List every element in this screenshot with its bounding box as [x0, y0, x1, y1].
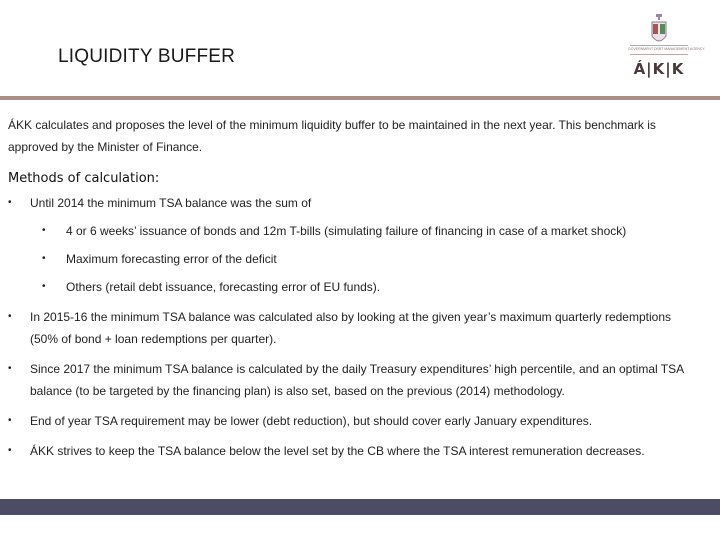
intro-paragraph: ÁKK calculates and proposes the level of the minimum liquidity buffer to be maintained in the next year. This benchmark is approved by the Minister of Finance.	[8, 118, 656, 154]
footer-band	[0, 499, 720, 515]
bullet-item: • End of year TSA requirement may be lower (debt reduction), but should cover early January expenditures.	[8, 410, 698, 432]
slide-body	[8, 114, 698, 470]
methods-heading: Methods of calculation:	[8, 171, 160, 186]
logo-divider	[630, 45, 688, 46]
sub-bullet-list	[30, 220, 698, 298]
bullet-text: Until 2014 the minimum TSA balance was the sum of	[30, 196, 312, 210]
header-rule	[0, 96, 720, 100]
bullet-item: • ÁKK strives to keep the TSA balance below the level set by the CB where the TSA interest remuneration decreases.	[8, 440, 698, 462]
sub-bullet-item: • Others (retail debt issuance, forecasting error of EU funds).	[30, 276, 698, 298]
sub-bullet-item: • Maximum forecasting error of the deficit	[30, 248, 698, 270]
akk-logo	[628, 14, 705, 80]
bullet-item: • Since 2017 the minimum TSA balance is calculated by the daily Treasury expenditures’ high percentile, and an optimal TSA balance (to be targeted by the financing plan) is also set, based on the previous (2014) methodology.	[8, 358, 698, 402]
logo-divider	[630, 54, 688, 55]
bullet-item: • In 2015-16 the minimum TSA balance was calculated also by looking at the given year’s maximum quarterly redemptions (50% of bond + loan redemptions per quarter).	[8, 306, 698, 350]
bullet-item	[8, 192, 698, 298]
page-title: LIQUIDITY BUFFER	[58, 46, 236, 67]
logo-subtitle: GOVERNMENT DEBT MANAGEMENT AGENCY	[628, 47, 705, 51]
sub-bullet-item: • 4 or 6 weeks’ issuance of bonds and 12m T-bills (simulating failure of financing in case of a market shock)	[30, 220, 698, 242]
logo-wordmark: Á|K|K	[633, 60, 685, 78]
crest-icon	[650, 14, 668, 48]
